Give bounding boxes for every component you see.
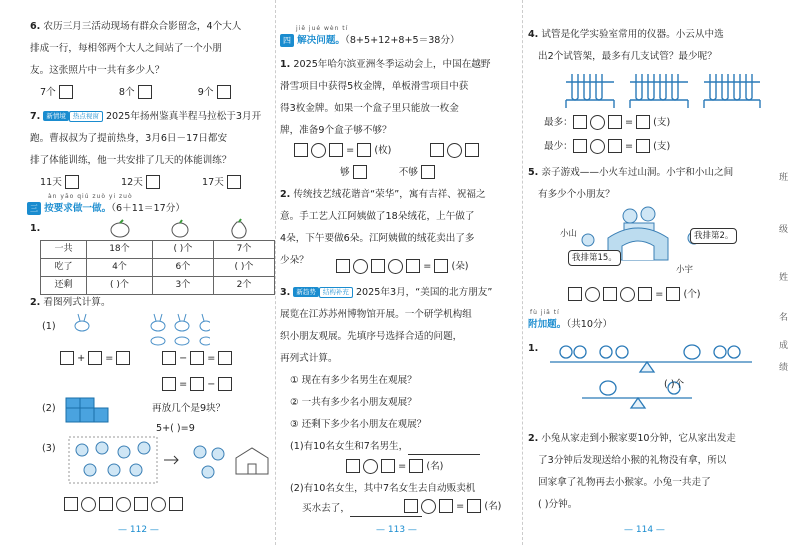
fruit-images <box>95 218 275 240</box>
s3-q2-eq3 <box>162 376 232 393</box>
answer-box[interactable] <box>357 143 371 157</box>
table-cell: 一共 <box>41 241 87 259</box>
sec4-pinyin: jiě jué wèn tí <box>296 25 349 32</box>
table-cell: 4个 <box>87 259 153 277</box>
equals-sign: = <box>105 353 114 364</box>
m-q1-line4: 牌，准备9个盒子够不够？ <box>280 125 392 136</box>
q6-text-1: 农历三月三活动现场有群众合影留念，4个大人 <box>43 21 242 32</box>
plus-sign: + <box>77 353 86 364</box>
m-q3-sub1-blank[interactable] <box>408 441 480 455</box>
q7-option-a: 11天 <box>40 177 62 188</box>
q7-tag2: 热点视窗 <box>69 111 103 122</box>
m-q3-tag2: 结构补充 <box>319 287 353 298</box>
q7-answer-box-a[interactable] <box>65 175 79 189</box>
answer-box[interactable] <box>336 259 350 273</box>
answer-box[interactable] <box>636 115 650 129</box>
m-q3-option-3: ③ 还剩下多少名小朋友在观展？ <box>290 419 427 430</box>
answer-box[interactable] <box>294 143 308 157</box>
s3-q2-eq2 <box>162 350 232 367</box>
eq-box[interactable] <box>218 351 232 365</box>
q6-line3: 友。这张照片中一共有多少人？ <box>30 65 165 76</box>
q6-line1 <box>30 18 241 35</box>
sec3-icon: 三 <box>27 202 41 215</box>
answer-box[interactable] <box>409 459 423 473</box>
r-q4-text-1: 试管是化学实验室常用的仪器。小云从中选 <box>541 29 724 40</box>
extra-q2-text-1: 小兔从家走到小猴家要10分钟，它从家出发走 <box>541 433 736 444</box>
not-enough-box[interactable] <box>421 165 435 179</box>
least-label: 最少： <box>544 141 573 152</box>
table-cell[interactable]: ( )个 <box>87 277 153 295</box>
answer-box[interactable] <box>329 143 343 157</box>
sec3-score: （6＋11＝17分） <box>111 203 185 214</box>
q7-options <box>40 174 241 191</box>
m-q3-line2: 展览在江苏苏州博物馆开展。一个研学机构组 <box>280 309 472 320</box>
m-q3-sub2a: (2)有10名女生，其中7名女生去自动贩卖机 <box>290 483 476 494</box>
enough-label: 够 <box>340 167 350 178</box>
q7-option-b: 12天 <box>121 177 143 188</box>
eq-box[interactable] <box>190 377 204 391</box>
q6-answer-box-a[interactable] <box>59 85 73 99</box>
page-middle <box>280 0 520 545</box>
eq-box[interactable] <box>190 351 204 365</box>
m-q1-answer: = (枚) <box>294 142 391 159</box>
q6-answer-box-b[interactable] <box>138 85 152 99</box>
answer-circle[interactable] <box>311 143 326 158</box>
side-label-score-1: 成 <box>778 341 788 351</box>
m-q3-sub2-answer-row: = (名) <box>404 498 501 515</box>
bubble-rank2: 我排第2。 <box>690 228 737 244</box>
m-q3-sub2b-text: 买水去了， <box>302 503 350 514</box>
table-cell: 还剩 <box>41 277 87 295</box>
answer-circle[interactable] <box>116 497 131 512</box>
eq-box[interactable] <box>218 377 232 391</box>
m-q3-option-2: ② 一共有多少名小朋友观展？ <box>290 397 417 408</box>
table-cell: 7个 <box>213 241 274 259</box>
m-q1-choices <box>340 164 435 181</box>
r-q5-answer: = (个) <box>568 286 701 303</box>
r-q5-unit: (个) <box>683 289 701 300</box>
m-q2-line2: 意。手工艺人江阿姨做了18朵绒花，上午做了 <box>280 211 475 222</box>
q6-line2: 排成一行，每相邻两个大人之间站了一个小朋 <box>30 43 222 54</box>
m-q3-unit-1: (名) <box>426 461 444 472</box>
q7-text-1: 2025年扬州鉴真半程马拉松于3月开 <box>105 111 262 122</box>
s3-q2-num: 2. <box>30 297 41 308</box>
answer-circle[interactable] <box>620 287 635 302</box>
equals-sign: = <box>207 353 216 364</box>
table-cell: 18个 <box>87 241 153 259</box>
equals-sign: = <box>179 379 188 390</box>
q6-options <box>40 84 231 101</box>
m-q3-sub1-answer: = (名) <box>346 458 443 475</box>
table-cell[interactable]: ( )个 <box>213 259 274 277</box>
minus-sign: − <box>179 353 188 364</box>
q7-line3: 排了体能训练，他一共安排了几天的体能训练？ <box>30 155 232 166</box>
page-right <box>528 0 768 545</box>
q6-answer-box-c[interactable] <box>217 85 231 99</box>
extra-title: 附加题。 <box>528 319 567 330</box>
extra-score: （共10分） <box>566 319 613 330</box>
s3-q2-sub3: (3) <box>42 443 56 454</box>
m-q1-compare <box>430 142 479 159</box>
r-q4-unit-most: (支) <box>653 117 671 128</box>
answer-box[interactable] <box>666 287 680 301</box>
m-q2-text-1: 传统技艺绒花谐音“荣华”，寓有吉祥、祝福之 <box>293 189 486 200</box>
m-q2-line3: 4朵，下午要做6朵。江阿姨做的绒花卖出了多 <box>280 233 475 244</box>
extra-q2-line2: 了3分钟后发现送给小猴的礼物没有拿，所以 <box>538 455 727 466</box>
side-label-class-2: 级 <box>778 225 788 235</box>
minus-sign: − <box>207 379 216 390</box>
extra-q2-line1 <box>528 430 736 447</box>
q7-line1 <box>30 108 261 125</box>
r-q5-line1 <box>528 164 733 181</box>
sec3-pinyin: àn yāo qiú zuò yi zuò <box>48 193 133 200</box>
r-q4-least: 最少： = (支) <box>544 138 670 155</box>
answer-box[interactable] <box>169 497 183 511</box>
table-cell: 2个 <box>213 277 274 295</box>
answer-box[interactable] <box>608 115 622 129</box>
extra-pinyin: fù jiā tí <box>530 309 560 316</box>
extra-q1-blank[interactable]: ( )个 <box>664 379 685 390</box>
orange-icon <box>172 223 188 237</box>
sec4-title: 解决问题。 <box>297 35 346 46</box>
s3-q2-sub3-answer <box>64 496 183 513</box>
extra-q2-num: 2. <box>528 433 539 444</box>
most-label: 最多： <box>544 117 573 128</box>
answer-box[interactable] <box>134 497 148 511</box>
m-q2-line1 <box>280 186 486 203</box>
label-xiaoshan: 小山 <box>560 229 578 239</box>
answer-box[interactable] <box>381 459 395 473</box>
extra-header <box>528 316 612 333</box>
balance-scales <box>542 338 762 410</box>
table-row <box>41 259 275 277</box>
answer-circle[interactable] <box>585 287 600 302</box>
sec4-score: （8+5+12+8+5＝38分） <box>345 35 460 46</box>
r-q4-num: 4. <box>528 29 539 40</box>
m-q1-line1 <box>280 56 491 73</box>
m-q3-sub1 <box>290 438 480 455</box>
answer-box[interactable] <box>573 139 587 153</box>
q7-num: 7. <box>30 111 41 122</box>
answer-box[interactable] <box>64 497 78 511</box>
r-q4-line1 <box>528 26 724 43</box>
r-q4-unit-least: (支) <box>653 141 671 152</box>
sec4-header <box>280 32 460 49</box>
answer-box[interactable] <box>636 139 650 153</box>
s3-q2-sub1: (1) <box>42 321 56 332</box>
extra-q1-num: 1. <box>528 343 539 354</box>
m-q2-num: 2. <box>280 189 291 200</box>
r-q4-most: 最多： = (支) <box>544 114 670 131</box>
answer-circle[interactable] <box>590 115 605 130</box>
eq-box[interactable] <box>162 377 176 391</box>
table-row <box>41 241 275 259</box>
m-q3-text-1: 2025年3月，“美国的北方朋友” <box>355 287 493 298</box>
answer-box[interactable] <box>467 499 481 513</box>
answer-box[interactable] <box>371 259 385 273</box>
s3-q2-sub2: (2) <box>42 403 56 414</box>
s3-q2-eq1 <box>60 350 130 367</box>
children-image <box>68 436 278 486</box>
sec3-header <box>27 200 185 217</box>
m-q2-line4: 少朵？ <box>280 255 309 266</box>
m-q3-line4: 再列式计算。 <box>280 353 338 364</box>
test-tube-racks <box>564 68 764 110</box>
m-q1-text-1: 2025年哈尔滨亚洲冬季运动会上，中国在越野 <box>293 59 491 70</box>
q6-option-c: 9个 <box>197 87 214 98</box>
label-xiaoyu: 小宇 <box>676 265 694 275</box>
q6-option-a: 7个 <box>40 87 56 98</box>
answer-circle[interactable] <box>590 139 605 154</box>
page-num-113: 113 <box>387 525 406 535</box>
answer-circle[interactable] <box>447 143 462 158</box>
s3-q2-title-text: 看图列式计算。 <box>43 297 111 308</box>
side-label-class-1: 班 <box>778 173 788 183</box>
answer-box[interactable] <box>573 115 587 129</box>
eq-box[interactable] <box>162 351 176 365</box>
answer-box[interactable] <box>346 459 360 473</box>
q7-option-c: 17天 <box>202 177 224 188</box>
page-number-middle: — 113 — <box>376 525 417 535</box>
table-cell: 6个 <box>152 259 213 277</box>
q7-tag: 新情境 <box>43 111 69 121</box>
m-q2-unit: (朵) <box>451 261 469 272</box>
m-q3-line1 <box>280 284 492 301</box>
m-q3-line3: 织小朋友观展。先填序号选择合适的问题， <box>280 331 463 342</box>
table-cell: 3个 <box>152 277 213 295</box>
rabbit-images <box>70 312 210 346</box>
q6-option-b: 8个 <box>118 87 135 98</box>
answer-box[interactable] <box>439 499 453 513</box>
blocks-image <box>64 396 116 426</box>
answer-circle[interactable] <box>353 259 368 274</box>
answer-box[interactable] <box>430 143 444 157</box>
page-num-114: 114 <box>635 525 654 535</box>
page-left <box>30 0 275 545</box>
side-label-name-1: 姓 <box>778 273 788 283</box>
m-q1-line2: 滑雪项目中获得5枚金牌，单板滑雪项目中获 <box>280 81 469 92</box>
s3-q2-sub2-eq: 5+( )=9 <box>156 423 195 434</box>
answer-circle[interactable] <box>421 499 436 514</box>
answer-box[interactable] <box>434 259 448 273</box>
table-cell[interactable]: ( )个 <box>152 241 213 259</box>
side-label-name-2: 名 <box>778 313 788 323</box>
m-q3-sub1-text: (1)有10名女生和7名男生， <box>290 441 409 452</box>
page-num-112: 112 <box>129 525 148 535</box>
s3-q1-num: 1. <box>30 223 41 234</box>
answer-circle[interactable] <box>81 497 96 512</box>
not-enough-label: 不够 <box>398 167 418 178</box>
fruit-table <box>40 240 275 295</box>
eq-box[interactable] <box>60 351 74 365</box>
page-divider <box>275 0 276 545</box>
m-q1-num: 1. <box>280 59 291 70</box>
m-q3-num: 3. <box>280 287 291 298</box>
sec4-icon: 四 <box>280 34 294 47</box>
q7-line2: 跑。曹叔叔为了提前热身，3月6日－17日都安 <box>30 133 228 144</box>
answer-circle[interactable] <box>388 259 403 274</box>
m-q3-option-1: ① 现在有多少名男生在观展？ <box>290 375 417 386</box>
answer-box[interactable] <box>638 287 652 301</box>
eq-box[interactable] <box>88 351 102 365</box>
q7-answer-box-b[interactable] <box>146 175 160 189</box>
sec3-title: 按要求做一做。 <box>44 203 112 214</box>
table-cell: 吃了 <box>41 259 87 277</box>
page-number-left: — 112 — <box>118 525 159 535</box>
answer-box[interactable] <box>603 287 617 301</box>
answer-box[interactable] <box>465 143 479 157</box>
r-q5-num: 5. <box>528 167 539 178</box>
extra-q2-line3: 回家拿了礼物再去小猴家。小兔一共走了 <box>538 477 711 488</box>
page-divider <box>522 0 523 545</box>
pear-icon <box>232 222 246 238</box>
answer-box[interactable] <box>404 499 418 513</box>
answer-box[interactable] <box>406 259 420 273</box>
q6-num: 6. <box>30 21 41 32</box>
r-q4-line2: 出2个试管架，最多有几支试管？最少呢？ <box>538 51 717 62</box>
page-number-right: — 114 — <box>624 525 665 535</box>
peach-icon <box>111 223 129 237</box>
s3-q2-title <box>30 294 111 311</box>
s3-q2-sub2-text: 再放几个是9块？ <box>152 403 226 414</box>
answer-box[interactable] <box>608 139 622 153</box>
answer-box[interactable] <box>99 497 113 511</box>
m-q2-answer: = (朵) <box>336 258 469 275</box>
r-q5-line2: 有多少个小朋友？ <box>538 189 615 200</box>
answer-box[interactable] <box>568 287 582 301</box>
m-q1-line3: 得3枚金牌。如果一个盒子里只能放一枚金 <box>280 103 459 114</box>
m-q3-tag: 新趋势 <box>293 287 319 297</box>
m-q1-unit: (枚) <box>374 145 392 156</box>
answer-circle[interactable] <box>151 497 166 512</box>
table-row <box>41 277 275 295</box>
extra-q2-tail[interactable]: ( )分钟。 <box>538 499 578 510</box>
side-label-score-2: 绩 <box>778 363 788 373</box>
r-q5-text-1: 亲子游戏——小火车过山洞。小宇和小山之间 <box>541 167 734 178</box>
bubble-rank15: 我排第15。 <box>568 250 621 266</box>
answer-circle[interactable] <box>363 459 378 474</box>
m-q3-unit-2: (名) <box>484 501 502 512</box>
eq-box[interactable] <box>116 351 130 365</box>
q7-answer-box-c[interactable] <box>227 175 241 189</box>
enough-box[interactable] <box>353 165 367 179</box>
